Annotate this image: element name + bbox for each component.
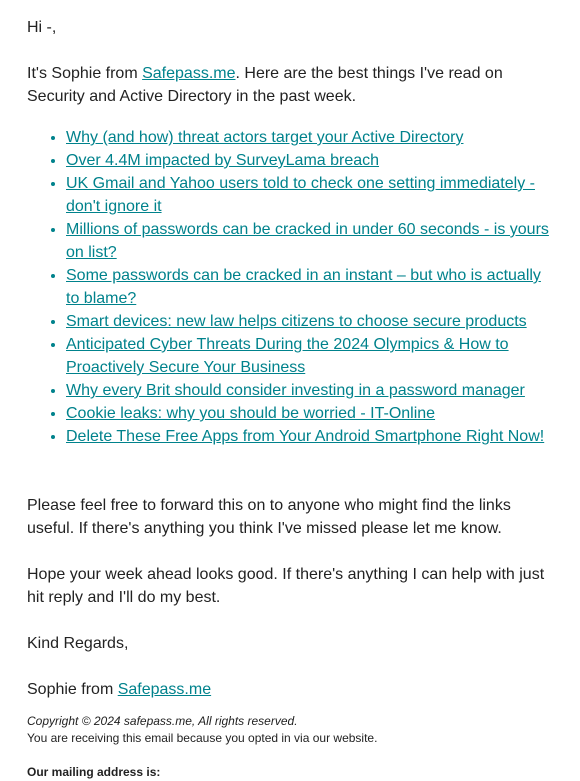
list-item <box>66 172 556 218</box>
article-links-list <box>27 126 556 448</box>
hope-paragraph: Hope your week ahead looks good. If there's anything I can help with just hit reply and I'll do my best. <box>27 566 545 606</box>
article-link-2[interactable]: Over 4.4M impacted by SurveyLama breach <box>66 152 380 169</box>
email-body <box>27 16 557 701</box>
list-item <box>66 149 556 172</box>
article-link-8[interactable]: Why every Brit should consider investing in a password manager <box>66 382 525 399</box>
list-item <box>66 425 556 448</box>
optin-reason-text: You are receiving this email because you opted in via our website. <box>27 731 378 745</box>
list-item <box>66 310 556 333</box>
article-link-6[interactable]: Smart devices: new law helps citizens to choose secure products <box>66 313 527 330</box>
copyright-text: Copyright © 2024 safepass.me, All rights reserved. <box>27 714 298 728</box>
signature-text: Sophie from <box>27 681 118 698</box>
closing: Kind Regards, <box>27 635 129 652</box>
list-item <box>66 333 556 379</box>
article-link-3[interactable]: UK Gmail and Yahoo users told to check one setting immediately - don't ignore it <box>66 175 535 215</box>
greeting: Hi -, <box>27 19 57 36</box>
article-link-7[interactable]: Anticipated Cyber Threats During the 2024 Olympics & How to Proactively Secure Your Business <box>66 336 509 376</box>
intro-text-before: It's Sophie from <box>27 65 143 82</box>
article-link-1[interactable]: Why (and how) threat actors target your Active Directory <box>66 129 464 146</box>
email-footer <box>27 713 557 781</box>
signature <box>27 678 557 701</box>
list-item <box>66 218 556 264</box>
mailing-address-label: Our mailing address is: <box>27 765 161 779</box>
list-item <box>66 264 556 310</box>
list-item <box>66 379 556 402</box>
article-link-10[interactable]: Delete These Free Apps from Your Android Smartphone Right Now! <box>66 428 545 445</box>
article-link-5[interactable]: Some passwords can be cracked in an instant – but who is actually to blame? <box>66 267 541 307</box>
forward-paragraph: Please feel free to forward this on to anyone who might find the links useful. If there's anything you think I've missed please let me know. <box>27 497 511 537</box>
article-link-4[interactable]: Millions of passwords can be cracked in under 60 seconds - is yours on list? <box>66 221 549 261</box>
list-item <box>66 126 556 149</box>
list-item <box>66 402 556 425</box>
intro-paragraph <box>27 62 557 108</box>
intro-text-after: . Here are the best things I've read on Security and Active Directory in the past week. <box>27 65 503 105</box>
safepass-link-signature[interactable]: Safepass.me <box>117 681 212 698</box>
article-link-9[interactable]: Cookie leaks: why you should be worried - IT-Online <box>66 405 436 422</box>
safepass-link-intro[interactable]: Safepass.me <box>142 65 236 82</box>
